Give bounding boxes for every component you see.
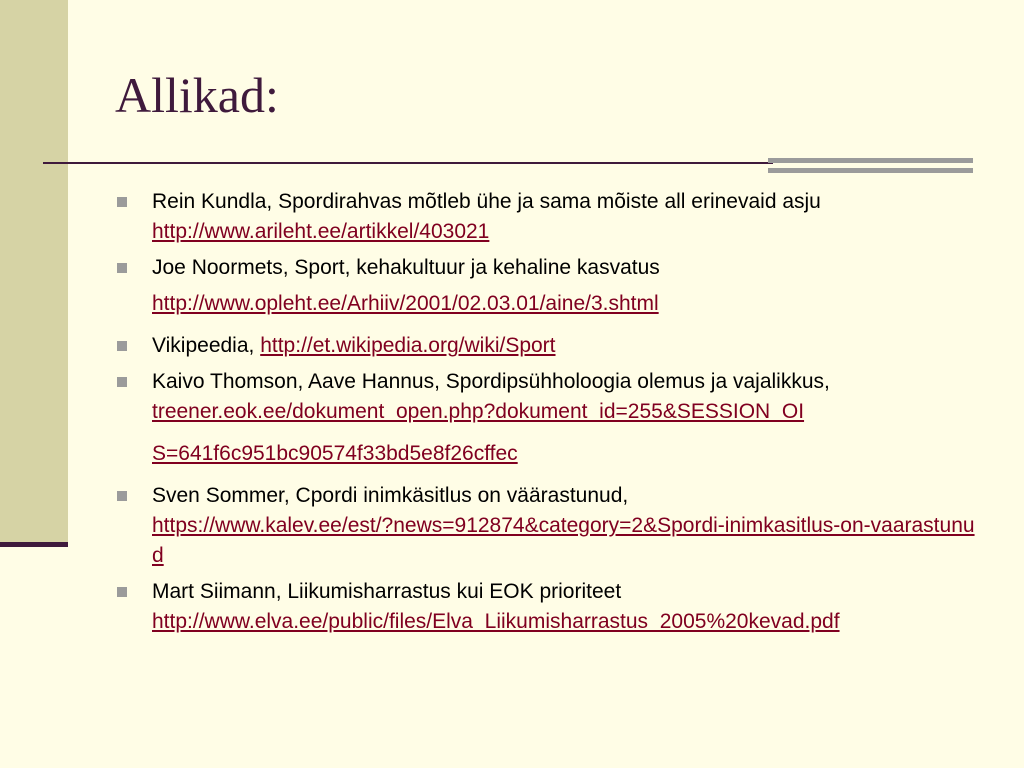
bullet-square-icon — [117, 341, 127, 351]
source-text: Sven Sommer, Cpordi inimkäsitlus on väärastunud, — [152, 484, 629, 507]
source-link[interactable]: http://et.wikipedia.org/wiki/Sport — [260, 334, 556, 357]
source-link[interactable]: treener.eok.ee/dokument_open.php?dokument_id=255&SESSION_OI — [152, 400, 805, 423]
bullet-square-icon — [117, 377, 127, 387]
side-band — [0, 0, 68, 545]
source-item — [115, 481, 975, 571]
bullet-square-icon — [117, 491, 127, 501]
source-text: Joe Noormets, Sport, kehakultuur ja kehaline kasvatus — [152, 256, 660, 279]
title-rule — [43, 162, 773, 164]
source-item — [115, 331, 975, 361]
source-link-continued[interactable]: S=641f6c951bc90574f33bd5e8f26cffec — [152, 442, 518, 465]
side-band-divider — [0, 542, 68, 547]
source-text: Kaivo Thomson, Aave Hannus, Spordipsühholoogia olemus ja vajalikkus, — [152, 370, 830, 393]
source-item — [115, 187, 975, 247]
source-item — [115, 367, 975, 475]
source-text: Rein Kundla, Spordirahvas mõtleb ühe ja sama mõiste all erinevaid asju — [152, 190, 821, 213]
bullet-square-icon — [117, 587, 127, 597]
source-text: Vikipeedia, — [152, 334, 261, 357]
bullet-square-icon — [117, 197, 127, 207]
source-link[interactable]: https://www.kalev.ee/est/?news=912874&category=2&Spordi-inimkasitlus-on-vaarastunud — [152, 514, 975, 567]
source-text: Mart Siimann, Liikumisharrastus kui EOK prioriteet — [152, 580, 622, 603]
source-item — [115, 577, 975, 637]
slide-title: Allikad: — [115, 67, 279, 123]
bullet-square-icon — [117, 263, 127, 273]
source-list — [115, 187, 975, 643]
source-item — [115, 253, 975, 325]
source-link[interactable]: http://www.arileht.ee/artikkel/403021 — [152, 220, 490, 243]
source-link[interactable]: http://www.elva.ee/public/files/Elva_Liikumisharrastus_2005%20kevad.pdf — [152, 610, 840, 633]
source-link[interactable]: http://www.opleht.ee/Arhiiv/2001/02.03.01/aine/3.shtml — [152, 292, 659, 315]
title-rule-accent — [768, 158, 973, 178]
